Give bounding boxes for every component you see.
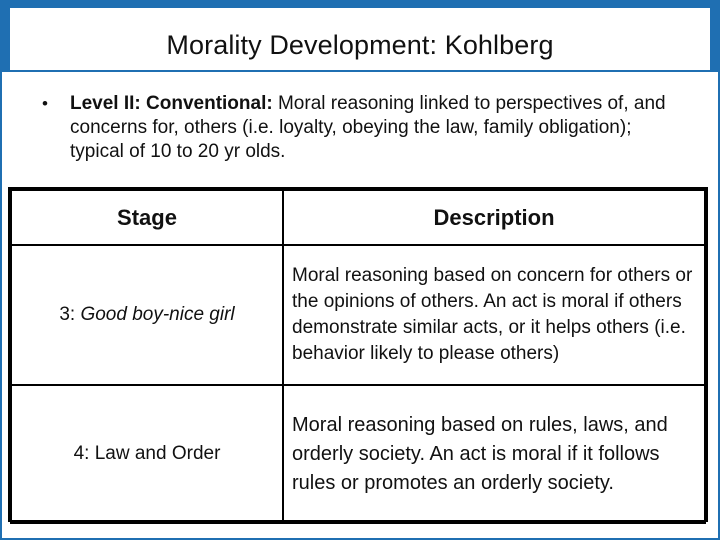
stage-number: 3: xyxy=(59,304,81,325)
stage-column-header: Stage xyxy=(11,190,283,245)
description-column-header: Description xyxy=(283,190,705,245)
bullet-text xyxy=(70,92,682,164)
bullet-dot-icon: • xyxy=(42,94,48,113)
stage-cell xyxy=(11,385,283,523)
stage-name: Law and Order xyxy=(94,443,221,464)
stage-name: Good boy-nice girl xyxy=(80,304,235,325)
bullet-lead: Level II: Conventional: xyxy=(70,93,273,114)
bullet-description: Moral reasoning linked to perspectives of, and concerns for, others (i.e. loyalty, obeying the law, family obligation); typical of 10 to 20 yr olds. xyxy=(70,93,666,162)
title-bar xyxy=(0,0,720,72)
page-title: Morality Development: Kohlberg xyxy=(166,30,554,60)
stage-number: 4: xyxy=(73,443,95,464)
table-row xyxy=(11,245,705,385)
table-row xyxy=(11,385,705,523)
description-cell: Moral reasoning based on rules, laws, and orderly society. An act is moral if it follows rules or promotes an orderly society. xyxy=(283,385,705,523)
stage-cell xyxy=(11,245,283,385)
table-header-row xyxy=(11,190,705,245)
stages-table xyxy=(8,187,708,522)
description-cell: Moral reasoning based on concern for others or the opinions of others. An act is moral if others demonstrate similar acts, or it helps others (i.e. behavior likely to please others) xyxy=(283,245,705,385)
